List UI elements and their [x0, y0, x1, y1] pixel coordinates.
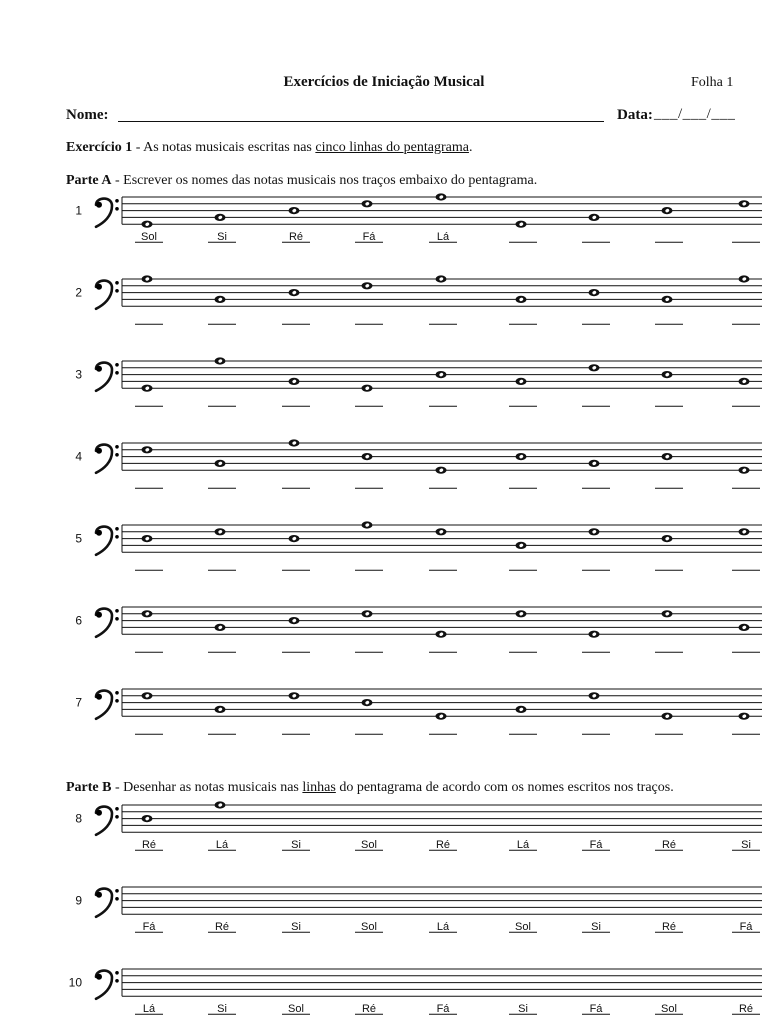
note-head [589, 692, 600, 699]
note-label: Lá [436, 921, 450, 934]
note-head [362, 282, 373, 289]
note-head [215, 801, 226, 808]
bass-clef-upper-dot [115, 281, 119, 285]
note-head [215, 624, 226, 631]
note-head [289, 692, 300, 699]
note-head [589, 631, 600, 638]
note-head [662, 453, 673, 460]
bass-clef-dot [96, 974, 102, 980]
note-head [142, 385, 153, 392]
staff-number: 4 [75, 449, 82, 464]
bass-clef-icon [96, 971, 119, 999]
bass-clef-dot [96, 892, 102, 898]
bass-clef-icon [96, 889, 119, 917]
staff-b-10 [69, 969, 762, 1015]
bass-clef-lower-dot [115, 699, 119, 703]
note-head [436, 631, 447, 638]
note-head [289, 289, 300, 296]
note-head [289, 378, 300, 385]
note-label: Ré [661, 921, 677, 934]
note-head [589, 460, 600, 467]
note-head [739, 624, 750, 631]
bass-clef-icon [96, 691, 119, 719]
bass-clef-dot [96, 694, 102, 700]
bass-clef-dot [96, 284, 102, 290]
staff-a-5 [75, 521, 762, 570]
note-label: Lá [142, 1003, 156, 1016]
note-label: Ré [288, 231, 304, 244]
note-label: Ré [661, 839, 677, 852]
part-b-text: - Desenhar as notas musicais nas [111, 780, 303, 795]
bass-clef-upper-dot [115, 445, 119, 449]
bass-clef-dot [96, 810, 102, 816]
exercise-text-end: . [468, 140, 473, 155]
staff-number: 1 [75, 203, 82, 218]
note-head [436, 275, 447, 282]
staff-number: 6 [75, 613, 82, 628]
note-label: Si [291, 921, 301, 934]
note-head [362, 385, 373, 392]
staff-number: 5 [75, 531, 82, 546]
bass-clef-dot [96, 612, 102, 618]
bass-clef-lower-dot [115, 289, 119, 293]
bass-clef-dot [96, 530, 102, 536]
note-label: Fá [142, 921, 156, 934]
note-head [436, 528, 447, 535]
bass-clef-upper-dot [115, 609, 119, 613]
note-label: Lá [436, 231, 450, 244]
note-head [215, 706, 226, 713]
note-label: Fá [362, 231, 376, 244]
bass-clef-upper-dot [115, 363, 119, 367]
staff-a-7 [75, 689, 762, 734]
part-b-underlined: linhas [302, 780, 336, 795]
staff-number: 10 [68, 975, 82, 990]
note-label: Lá [215, 839, 229, 852]
note-head [436, 193, 447, 200]
page-title: Exercícios de Iniciação Musical [283, 74, 485, 90]
bass-clef-lower-dot [115, 371, 119, 375]
note-head [739, 528, 750, 535]
bass-clef-dot [96, 366, 102, 372]
bass-clef-upper-dot [115, 889, 119, 893]
staff-b-8 [75, 801, 762, 851]
note-label: Ré [435, 839, 451, 852]
note-head [142, 692, 153, 699]
note-head [589, 289, 600, 296]
staff-a-6 [75, 607, 762, 652]
note-head [436, 713, 447, 720]
note-label: Lá [516, 839, 530, 852]
note-head [662, 610, 673, 617]
note-head [662, 207, 673, 214]
note-head [662, 371, 673, 378]
note-head [739, 200, 750, 207]
note-head [289, 439, 300, 446]
bass-clef-lower-dot [115, 979, 119, 983]
note-head [362, 610, 373, 617]
bass-clef-dot [96, 448, 102, 454]
name-label: Nome: [66, 107, 109, 123]
note-head [362, 453, 373, 460]
note-label: Fá [589, 1003, 603, 1016]
note-label: Sol [141, 231, 157, 244]
note-head [215, 460, 226, 467]
part-b-label: Parte B [66, 780, 112, 795]
exercise-text: - As notas musicais escritas nas [132, 140, 316, 155]
note-head [436, 467, 447, 474]
note-label: Sol [515, 921, 531, 934]
note-head [516, 542, 527, 549]
note-head [142, 815, 153, 822]
note-head [739, 275, 750, 282]
note-head [142, 275, 153, 282]
note-label: Sol [288, 1003, 304, 1016]
staff-a-4 [75, 439, 762, 488]
bass-clef-icon [96, 807, 119, 835]
note-head [362, 200, 373, 207]
bass-clef-icon [96, 609, 119, 637]
exercise-underlined: cinco linhas do pentagrama [315, 140, 469, 155]
bass-clef-icon [96, 363, 119, 391]
bass-clef-icon [96, 445, 119, 473]
note-head [362, 699, 373, 706]
note-label: Sol [661, 1003, 677, 1016]
note-head [142, 446, 153, 453]
exercise-label: Exercício 1 [66, 140, 133, 155]
bass-clef-lower-dot [115, 535, 119, 539]
note-head [739, 378, 750, 385]
bass-clef-icon [96, 199, 119, 227]
staff-number: 9 [75, 893, 82, 908]
bass-clef-lower-dot [115, 617, 119, 621]
date-field[interactable]: ___/___/___ [654, 106, 736, 122]
note-head [662, 296, 673, 303]
note-head [739, 467, 750, 474]
note-head [289, 207, 300, 214]
date-label: Data: [617, 107, 653, 123]
bass-clef-dot [96, 202, 102, 208]
staff-number: 2 [75, 285, 82, 300]
staff-number: 7 [75, 695, 82, 710]
note-head [662, 535, 673, 542]
note-head [215, 528, 226, 535]
note-head [215, 296, 226, 303]
bass-clef-lower-dot [115, 453, 119, 457]
note-head [516, 221, 527, 228]
note-label: Si [291, 839, 301, 852]
note-head [516, 378, 527, 385]
staff-b-9 [75, 887, 762, 933]
staff-a-2 [75, 275, 762, 324]
bass-clef-upper-dot [115, 199, 119, 203]
bass-clef-upper-dot [115, 527, 119, 531]
part-a-text: - Escrever os nomes das notas musicais nos traços embaixo do pentagrama. [111, 173, 538, 188]
staff-number: 3 [75, 367, 82, 382]
note-head [142, 610, 153, 617]
staff-number: 8 [75, 811, 82, 826]
note-head [589, 528, 600, 535]
part-a-label: Parte A [66, 173, 112, 188]
note-head [215, 214, 226, 221]
staff-a-3 [75, 357, 762, 406]
bass-clef-upper-dot [115, 807, 119, 811]
bass-clef-icon [96, 281, 119, 309]
note-head [289, 535, 300, 542]
note-head [142, 535, 153, 542]
note-head [516, 453, 527, 460]
bass-clef-lower-dot [115, 897, 119, 901]
note-label: Fá [436, 1003, 450, 1016]
sheet-number: Folha 1 [691, 75, 734, 90]
note-head [436, 371, 447, 378]
note-head [589, 214, 600, 221]
bass-clef-upper-dot [115, 691, 119, 695]
note-head [215, 357, 226, 364]
note-head [662, 713, 673, 720]
note-head [589, 364, 600, 371]
bass-clef-lower-dot [115, 207, 119, 211]
note-label: Si [217, 231, 227, 244]
note-label: Fá [589, 839, 603, 852]
note-label: Sol [361, 839, 377, 852]
note-label: Si [518, 1003, 528, 1016]
note-head [739, 713, 750, 720]
staff-a-1 [75, 193, 762, 243]
note-head [362, 521, 373, 528]
note-head [516, 706, 527, 713]
note-head [516, 610, 527, 617]
note-head [516, 296, 527, 303]
note-label: Si [741, 839, 751, 852]
note-label: Ré [141, 839, 157, 852]
note-label: Ré [214, 921, 230, 934]
note-head [142, 221, 153, 228]
note-label: Sol [361, 921, 377, 934]
note-head [289, 617, 300, 624]
part-b-text-end: do pentagrama de acordo com os nomes escritos nos traços. [335, 780, 674, 795]
note-label: Ré [361, 1003, 377, 1016]
bass-clef-icon [96, 527, 119, 555]
note-label: Si [217, 1003, 227, 1016]
note-label: Ré [738, 1003, 754, 1016]
bass-clef-lower-dot [115, 815, 119, 819]
bass-clef-upper-dot [115, 971, 119, 975]
note-label: Si [591, 921, 601, 934]
note-label: Fá [739, 921, 753, 934]
